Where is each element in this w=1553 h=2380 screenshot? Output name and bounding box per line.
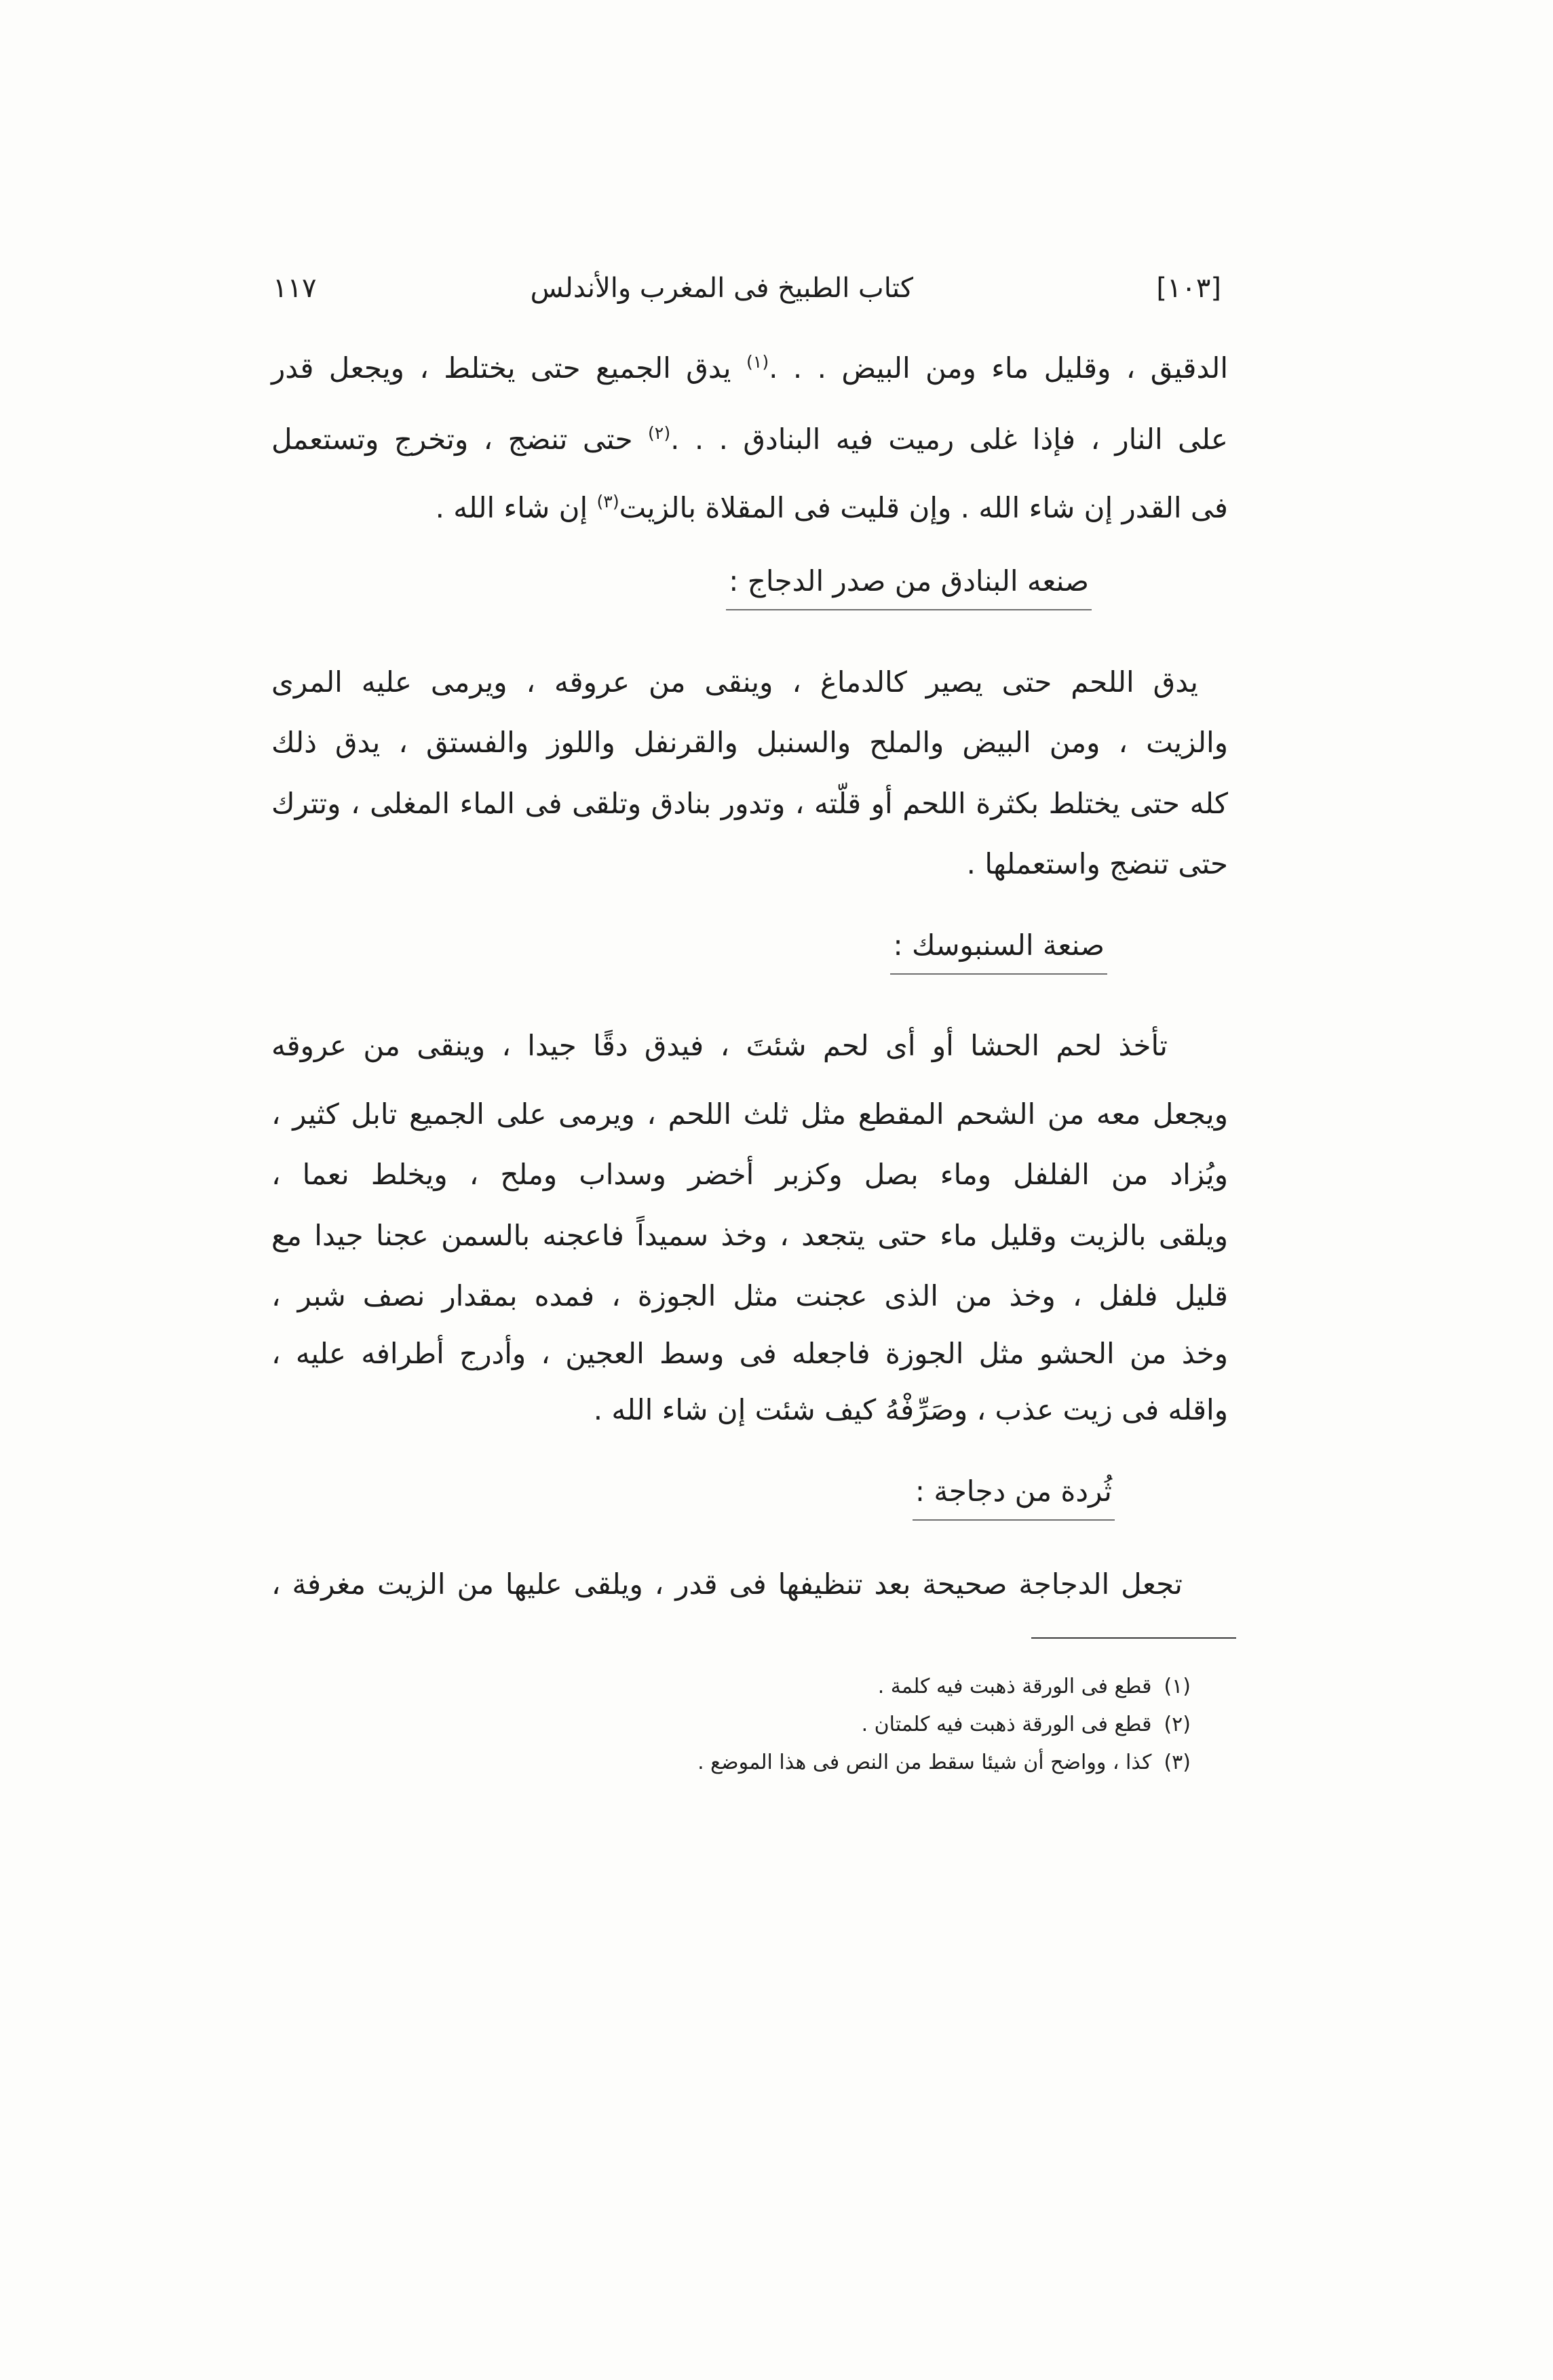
footnote-number: (٣) [1164,1751,1191,1774]
body-line: والزيت ، ومن البيض والملح والسنبل والقرنفل واللوز والفستق ، يدق ذلك [271,726,1228,759]
footnote-marker: (٣) [596,492,619,511]
footnote-text: كذا ، وواضح أن شيئا سقط من النص فى هذا الموضع . [697,1751,1152,1774]
footnote-text: قطع فى الورقة ذهبت فيه كلمة . [877,1675,1152,1698]
section-heading: ثُردة من دجاجة : [913,1472,1115,1521]
footnote-marker: (٢) [647,423,671,443]
footnote-number: (١) [1164,1675,1191,1698]
page-number-left: ١١٧ [273,273,317,304]
body-line: ويجعل معه من الشحم المقطع مثل ثلث اللحم ، ويرمى على الجميع تابل كثير ، [271,1097,1228,1131]
footnote-number: (٢) [1164,1713,1191,1736]
body-line: تأخذ لحم الحشا أو أى لحم شئتَ ، فيدق دقًا جيدا ، وينقى من عروقه [271,1029,1168,1062]
body-line [271,347,1228,390]
page-number-right: [١٠٣] [1156,273,1221,304]
body-line [271,486,1228,530]
footnote [697,1748,1191,1778]
footnote [862,1710,1191,1740]
footnote [878,1672,1191,1702]
line-text: على النار ، فإذا غلى رميت فيه البنادق . . . [670,423,1228,456]
body-line: وخذ من الحشو مثل الجوزة فاجعله فى وسط العجين ، وأدرج أطرافه عليه ، [271,1337,1228,1370]
running-title: كتاب الطبيخ فى المغرب والأندلس [530,273,913,304]
body-line: تجعل الدجاجة صحيحة بعد تنظيفها فى قدر ، ويلقى عليها من الزيت مغرفة ، [271,1567,1183,1601]
body-line: يدق اللحم حتى يصير كالدماغ ، وينقى من عروقه ، ويرمى عليه المرى [271,665,1198,699]
body-line: واقله فى زيت عذب ، وصَرِّفْهُ كيف شئت إن شاء الله . [593,1393,1228,1426]
body-line: حتى تنضج واستعملها . [966,847,1228,880]
line-text: حتى تنضج ، وتخرج وتستعمل [271,423,648,456]
section-heading: صنعة السنبوسك : [890,926,1107,975]
line-text: يدق الجميع حتى يختلط ، ويجعل قدر [271,351,746,385]
line-text: إن شاء الله . [435,491,597,524]
footnote-text: قطع فى الورقة ذهبت فيه كلمتان . [861,1713,1152,1736]
footnote-separator [1031,1637,1236,1639]
body-line: ويلقى بالزيت وقليل ماء حتى يتجعد ، وخذ سميداً فاعجنه بالسمن عجنا جيدا مع [271,1219,1228,1252]
body-line: كله حتى يختلط بكثرة اللحم أو قلّته ، وتدور بنادق وتلقى فى الماء المغلى ، وتترك [271,787,1228,820]
body-line: ويُزاد من الفلفل وماء بصل وكزبر أخضر وسداب وملح ، ويخلط نعما ، [271,1158,1228,1191]
line-text: الدقيق ، وقليل ماء ومن البيض . . . [769,351,1228,385]
body-line [271,418,1228,461]
line-text: فى القدر إن شاء الله . وإن قليت فى المقلاة بالزيت [619,491,1228,524]
footnote-marker: (١) [746,352,769,372]
section-heading: صنعه البنادق من صدر الدجاج : [726,562,1092,610]
body-line: قليل فلفل ، وخذ من الذى عجنت مثل الجوزة ، فمده بمقدار نصف شبر ، [271,1279,1228,1312]
